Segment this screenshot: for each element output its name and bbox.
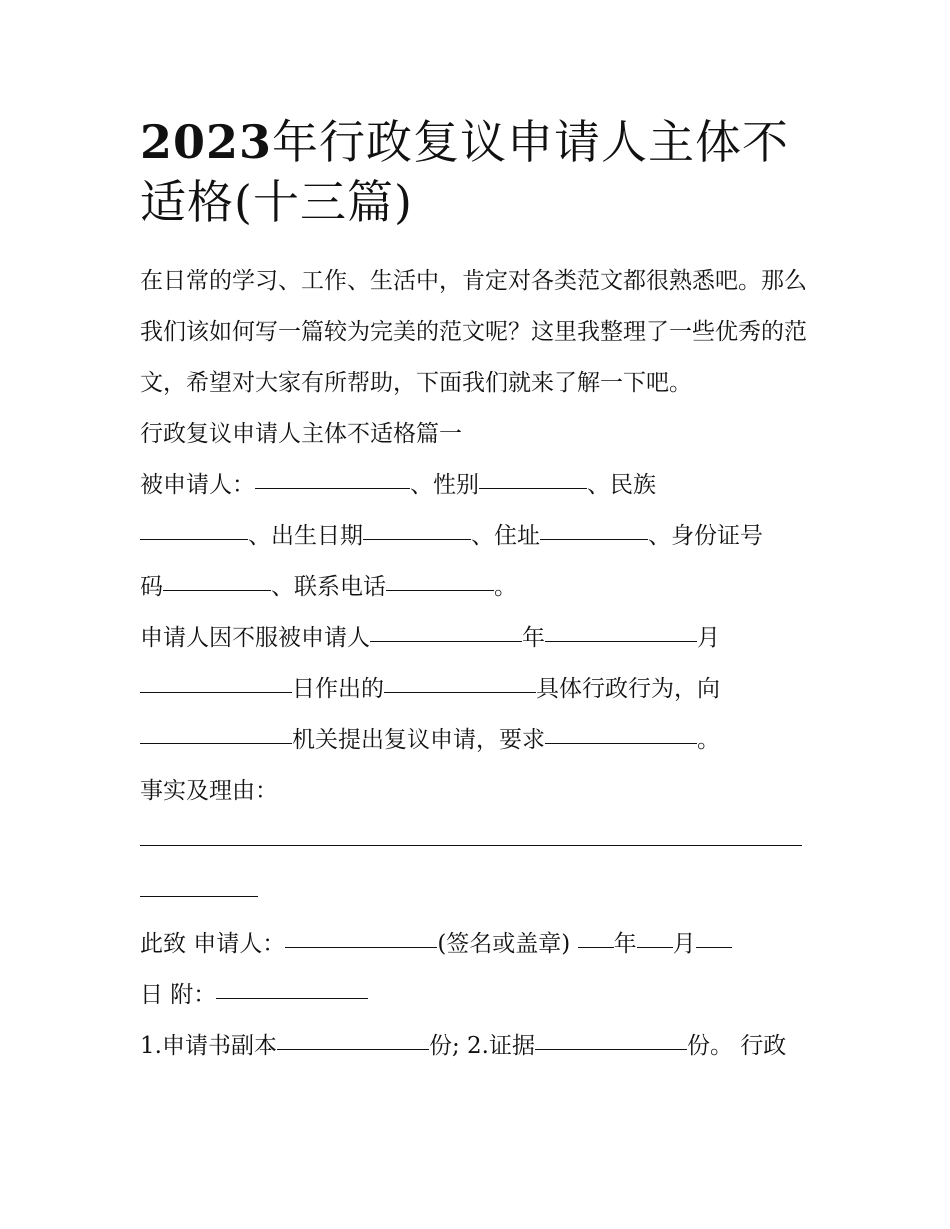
document-title [140, 112, 820, 232]
title-year: 2023 [140, 115, 273, 169]
facts-label: 事实及理由： [140, 778, 278, 804]
closing-paragraph [140, 919, 820, 1072]
closing-year-blank [578, 946, 614, 948]
gender-label: 、性别 [410, 472, 479, 498]
document-page [140, 112, 820, 1072]
facts-blank-line [140, 844, 802, 846]
respondent-name-blank [255, 487, 410, 489]
closing-month-label: 月 [672, 931, 696, 957]
application-month-blank [545, 640, 697, 642]
application-month-label: 月 [697, 625, 720, 651]
evidence-copies-blank [535, 1048, 687, 1050]
facts-blank-tail [140, 895, 258, 897]
gender-blank [479, 487, 587, 489]
ethnicity-label: 、民族 [587, 472, 656, 498]
birth-date-blank [363, 538, 471, 540]
request-blank [545, 742, 697, 744]
section-heading: 行政复议申请人主体不适格篇一 [140, 421, 462, 447]
ethnicity-blank [140, 538, 248, 540]
administrative-action-blank [384, 691, 536, 693]
attachment-blank [216, 997, 368, 999]
closing-month-blank [637, 946, 673, 948]
attachment-item1: 1.申请书副本 [140, 1033, 277, 1059]
application-start: 申请人因不服被申请人 [140, 625, 370, 651]
closing-day-attachment-label: 日 附： [140, 982, 217, 1008]
authority-blank [140, 742, 292, 744]
application-day-blank [140, 691, 292, 693]
intro-paragraph: 在日常的学习、工作、生活中，肯定对各类范文都很熟悉吧。那么我们该如何写一篇较为完美的范文呢？这里我整理了一些优秀的范文，希望对大家有所帮助，下面我们就来了解一下吧。 [140, 268, 807, 396]
attachment-copies1: 份; 2.证据 [428, 1033, 535, 1059]
application-paragraph [140, 613, 820, 766]
phone-label: 、联系电话 [271, 574, 386, 600]
facts-paragraph [140, 766, 820, 919]
birth-date-label: 、出生日期 [248, 523, 363, 549]
application-day-made: 日作出的 [292, 676, 384, 702]
regards-applicant-label: 此致 申请人： [140, 931, 286, 957]
signature-label: (签名或盖章) [437, 931, 578, 957]
closing-day-blank [696, 946, 732, 948]
title-text-line1: 年行政复议申请人主体不 [272, 115, 790, 169]
closing-year-label: 年 [613, 931, 637, 957]
address-label: 、住址 [471, 523, 540, 549]
application-year-label: 年 [522, 625, 545, 651]
copies-blank [277, 1048, 429, 1050]
id-number-label: 、身份证号 [648, 523, 763, 549]
applicant-signature-blank [285, 946, 437, 948]
title-text-line2: 适格(十三篇) [140, 175, 413, 229]
application-authority: 机关提出复议申请，要求 [292, 727, 545, 753]
application-action: 具体行政行为，向 [536, 676, 720, 702]
attachment-copies2: 份。 行政 [686, 1033, 787, 1059]
application-year-blank [370, 640, 522, 642]
application-end: 。 [697, 727, 720, 753]
address-blank [540, 538, 648, 540]
respondent-label: 被申请人： [140, 472, 255, 498]
respondent-end: 。 [494, 574, 517, 600]
id-number-label-suffix: 码 [140, 574, 163, 600]
phone-blank [386, 589, 494, 591]
id-number-blank [163, 589, 271, 591]
respondent-info-paragraph [140, 460, 820, 613]
